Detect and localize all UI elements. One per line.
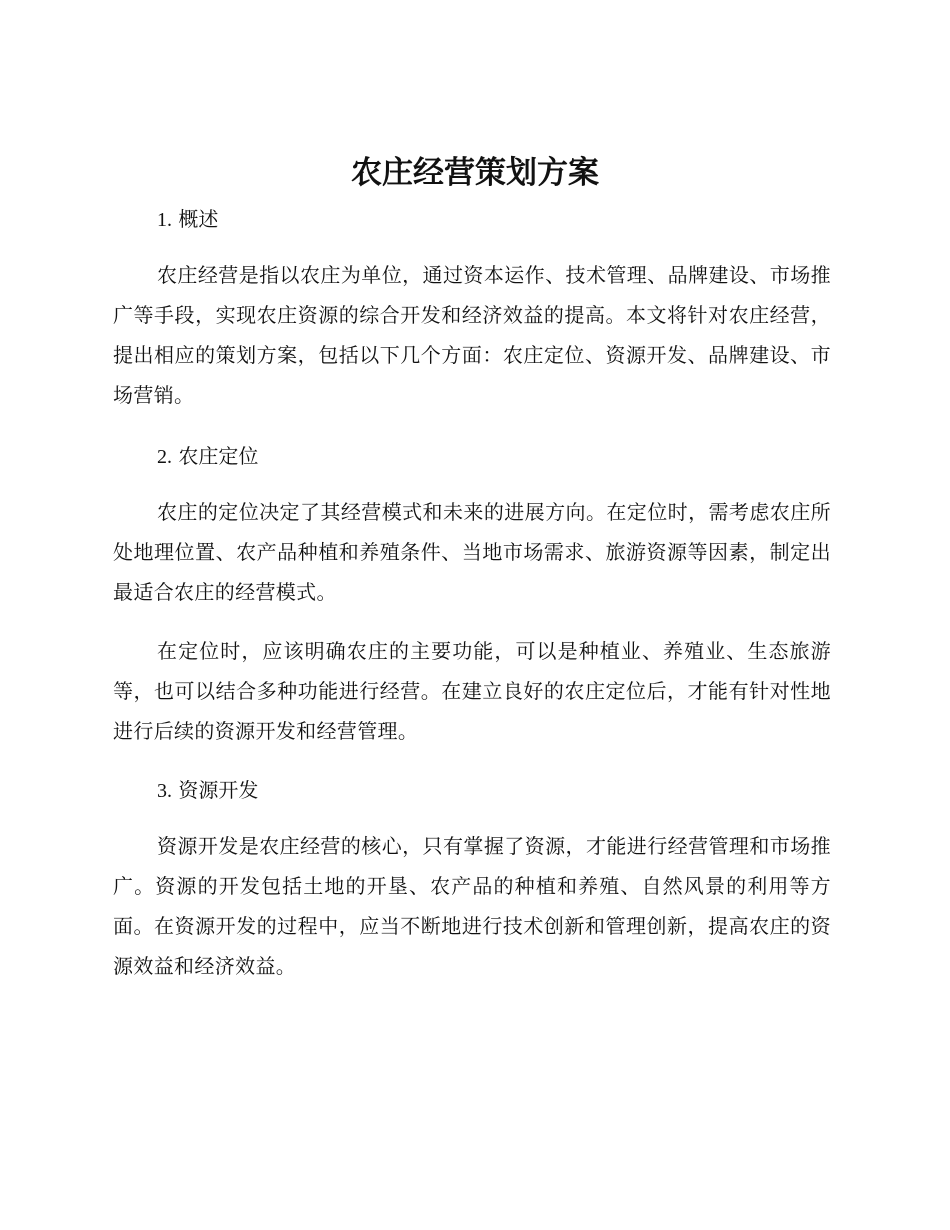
section-heading-text: 概述 <box>178 207 219 231</box>
paragraph-positioning-2: 在定位时，应该明确农庄的主要功能，可以是种植业、养殖业、生态旅游等，也可以结合多种功能进行经营。在建立良好的农庄定位后，才能有针对性地进行后续的资源开发和经营管理。 <box>113 639 831 743</box>
paragraph-positioning-1: 农庄的定位决定了其经营模式和未来的进展方向。在定位时，需考虑农庄所处地理位置、农产品种植和养殖条件、当地市场需求、旅游资源等因素，制定出最适合农庄的经营模式。 <box>113 500 831 604</box>
paragraph-resource-development: 资源开发是农庄经营的核心，只有掌握了资源，才能进行经营管理和市场推广。资源的开发包括土地的开垦、农产品的种植和养殖、自然风景的利用等方面。在资源开发的过程中，应当不断地进行技术创新和管理创新，提高农庄的资源效益和经济效益。 <box>113 834 831 978</box>
section-number: 3. <box>157 780 172 802</box>
document-title: 农庄经营策划方案 <box>351 155 599 191</box>
section-heading-resource-development <box>157 775 757 806</box>
section-heading-text: 资源开发 <box>178 778 259 802</box>
section-heading-overview <box>157 204 757 235</box>
section-number: 1. <box>157 209 172 231</box>
section-number: 2. <box>157 446 172 468</box>
section-heading-positioning <box>157 441 757 472</box>
section-heading-text: 农庄定位 <box>178 444 259 468</box>
paragraph-overview: 农庄经营是指以农庄为单位，通过资本运作、技术管理、品牌建设、市场推广等手段，实现农庄资源的综合开发和经济效益的提高。本文将针对农庄经营，提出相应的策划方案，包括以下几个方面：农庄定位、资源开发、品牌建设、市场营销。 <box>113 263 831 407</box>
